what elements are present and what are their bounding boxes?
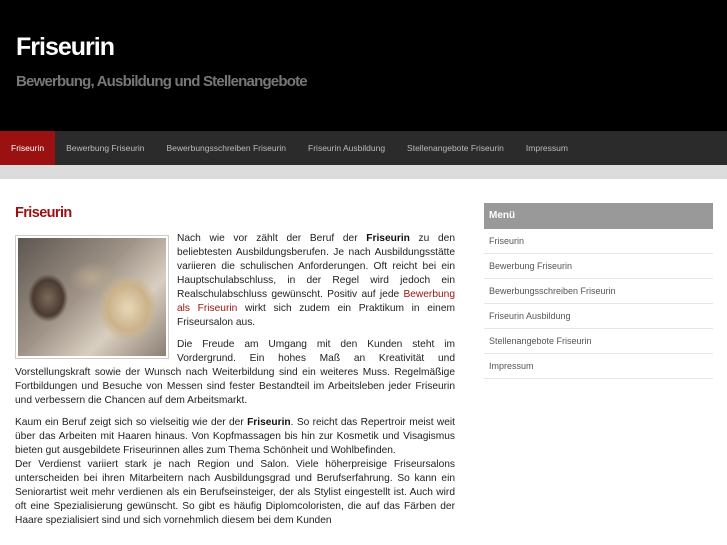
sidebar-item-bewerbung[interactable]: Bewerbung Friseurin bbox=[484, 254, 713, 279]
sidebar-item-bewerbungsschreiben[interactable]: Bewerbungsschreiben Friseurin bbox=[484, 279, 713, 304]
site-header bbox=[0, 0, 727, 131]
article-body bbox=[15, 232, 455, 536]
nav-item-bewerbungsschreiben[interactable]: Bewerbungsschreiben Friseurin bbox=[166, 143, 287, 153]
paragraph-1: Nach wie vor zählt der Beruf der Friseurin zu den beliebtesten Ausbildungsberufen. Je nach Ausbildungsstätte variieren die schulischen Anforderungen. Oft reicht bei ein Hauptschulabschluss, in der Regel wird jedoch ein Realschulabschluss gewünscht. Positiv auf jede Bewerbung als Friseurin wirkt sich zudem ein Praktikum in einem Friseursalon aus. bbox=[177, 233, 455, 328]
nav-item-stellenangebote[interactable]: Stellenangebote Friseurin bbox=[407, 143, 504, 153]
sidebar-item-impressum[interactable]: Impressum bbox=[484, 354, 713, 379]
nav-item-bewerbung[interactable]: Bewerbung Friseurin bbox=[66, 143, 145, 153]
paragraph-2: Die Freude am Umgang mit den Kunden steht im Vordergrund. Ein hohes Maß an Kreativität und Vorstellungskraft sowie der Wunsch nach Weiterbildung sind ein weiteres Muss. Regelmäßige Fortbildungen und Besuche von Messen sind fester Bestandteil im Arbeitsleben jeder Friseurin und verbessern die Chancen auf dem Arbeitsmarkt. bbox=[15, 339, 455, 406]
page-title: Friseurin bbox=[15, 205, 72, 221]
paragraph-4: Der Verdienst variiert stark je nach Region und Salon. Viele höherpreisige Friseursalons unterscheiden bei ihren Mitarbeitern nach Ausbildungsgrad und Berufserfahrung. So kann ein Seniorartist weit mehr verdienen als ein Berufseinsteiger, der als Stylist eingestellt ist. Auch wird oft eine Spezialisierung gewünscht. So gibt es häufig Diplomcoloristen, die auf das Färben der Haare spezialisiert sind und sich vornehmlich diesem bei dem Kunden bbox=[15, 459, 455, 526]
main-content bbox=[15, 205, 455, 221]
nav-item-friseurin[interactable]: Friseurin bbox=[0, 131, 55, 165]
site-tagline: Bewerbung, Ausbildung und Stellenangebote bbox=[16, 73, 307, 90]
sidebar-item-friseurin[interactable]: Friseurin bbox=[484, 229, 713, 254]
sidebar-item-ausbildung[interactable]: Friseurin Ausbildung bbox=[484, 304, 713, 329]
paragraph-3: Kaum ein Beruf zeigt sich so vielseitig wie der der Friseurin. So reicht das Repertroir meist weit über das Arbeiten mit Haaren hinaus. Von Kopfmassagen bis hin zur Kosmetik und Visagismus bieten gut ausgebildete Friseurinnen alles zum Thema Schönheit und Wohlbefinden. bbox=[15, 417, 456, 456]
nav-item-impressum[interactable]: Impressum bbox=[525, 143, 568, 153]
divider-stripe bbox=[0, 165, 727, 179]
hairdresser-photo bbox=[15, 235, 169, 359]
sidebar-menu bbox=[484, 203, 713, 379]
sidebar-heading: Menü bbox=[484, 203, 713, 229]
site-title[interactable]: Friseurin bbox=[16, 33, 114, 61]
main-navigation bbox=[0, 131, 727, 165]
bewerbung-link[interactable]: Bewerbung als Friseurin bbox=[177, 289, 455, 314]
nav-item-ausbildung[interactable]: Friseurin Ausbildung bbox=[308, 143, 386, 153]
sidebar-item-stellenangebote[interactable]: Stellenangebote Friseurin bbox=[484, 329, 713, 354]
